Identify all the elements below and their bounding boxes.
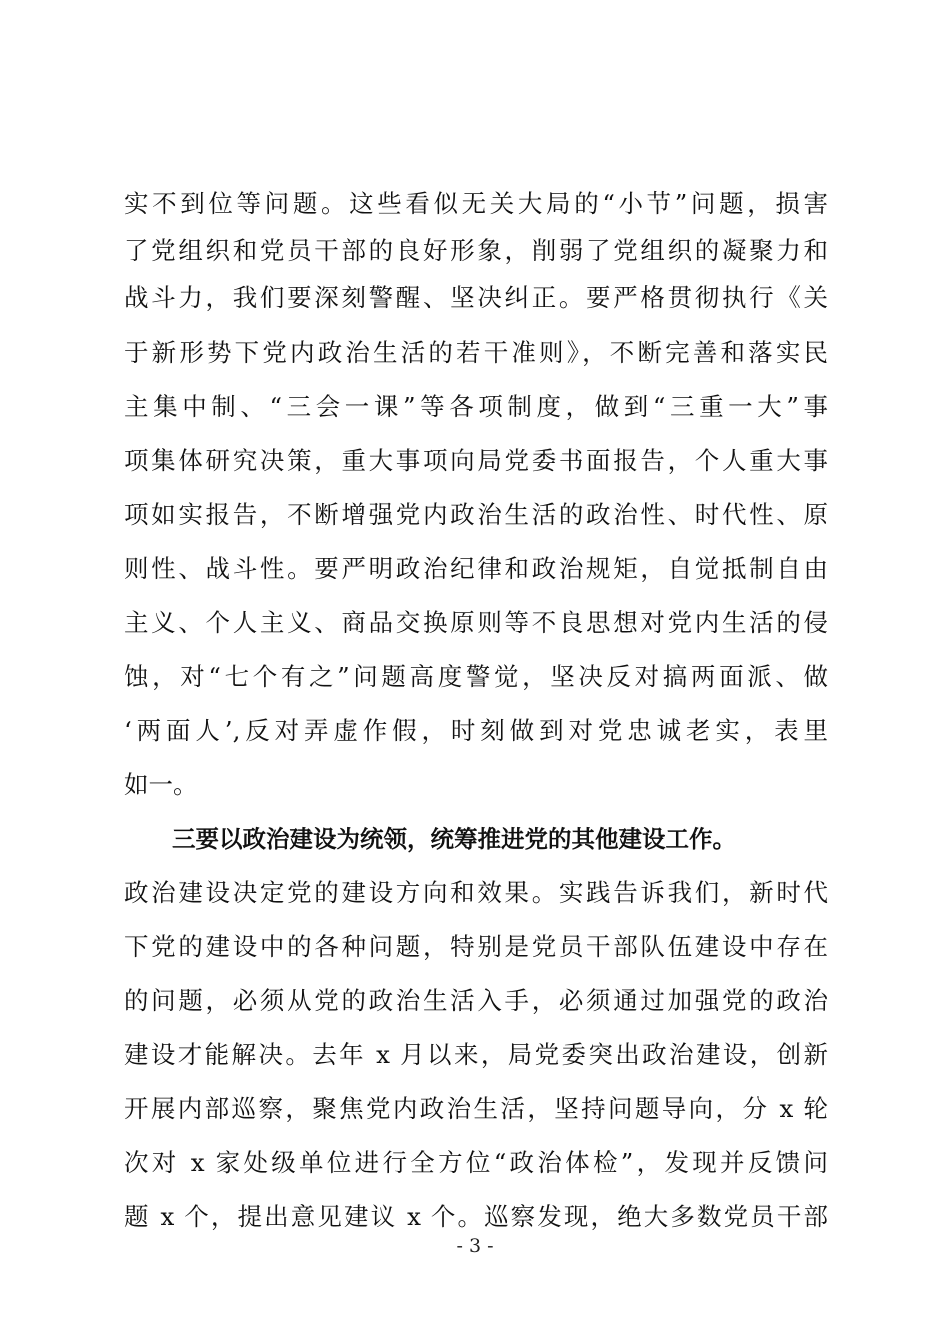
paragraph-line: 建设才能解决。去年 x 月以来，局党委突出政治建设，创新 — [124, 1040, 828, 1069]
section-heading: 三要以政治建设为统领，统筹推进党的其他建设工作。 — [172, 825, 736, 853]
paragraph-line: 则性、战斗性。要严明政治纪律和政治规矩，自觉抵制自由 — [124, 554, 828, 583]
paragraph-line: 次对 x 家处级单位进行全方位“政治体检”，发现并反馈问 — [124, 1148, 828, 1177]
paragraph-line: 了党组织和党员干部的良好形象，削弱了党组织的凝聚力和 — [124, 236, 828, 265]
paragraph-line: 开展内部巡察，聚焦党内政治生活，坚持问题导向，分 x 轮 — [124, 1094, 828, 1123]
page-number: - 3 - — [456, 1235, 494, 1257]
paragraph-line: ‘两面人’,反对弄虚作假，时刻做到对党忠诚老实，表里 — [124, 716, 828, 745]
paragraph-line: 的问题，必须从党的政治生活入手，必须通过加强党的政治 — [124, 986, 828, 1015]
paragraph-line: 主义、个人主义、商品交换原则等不良思想对党内生活的侵 — [124, 608, 828, 637]
paragraph-line: 蚀，对“七个有之”问题高度警觉，坚决反对搞两面派、做 — [124, 662, 828, 691]
paragraph-line: 项集体研究决策，重大事项向局党委书面报告，个人重大事 — [124, 446, 828, 475]
paragraph-line: 实不到位等问题。这些看似无关大局的“小节”问题，损害 — [124, 189, 828, 218]
paragraph-line: 题 x 个，提出意见建议 x 个。巡察发现，绝大多数党员干部 — [124, 1202, 828, 1231]
paragraph-line: 如一。 — [124, 770, 198, 799]
paragraph-line: 战斗力，我们要深刻警醒、坚决纠正。要严格贯彻执行《关 — [124, 283, 828, 312]
paragraph-line: 下党的建设中的各种问题，特别是党员干部队伍建设中存在 — [124, 932, 828, 961]
paragraph-line: 项如实报告，不断增强党内政治生活的政治性、时代性、原 — [124, 500, 828, 529]
paragraph-line: 政治建设决定党的建设方向和效果。实践告诉我们，新时代 — [124, 878, 828, 907]
paragraph-line: 主集中制、“三会一课”等各项制度，做到“三重一大”事 — [124, 392, 828, 421]
paragraph-line: 于新形势下党内政治生活的若干准则》，不断完善和落实民 — [124, 338, 828, 367]
